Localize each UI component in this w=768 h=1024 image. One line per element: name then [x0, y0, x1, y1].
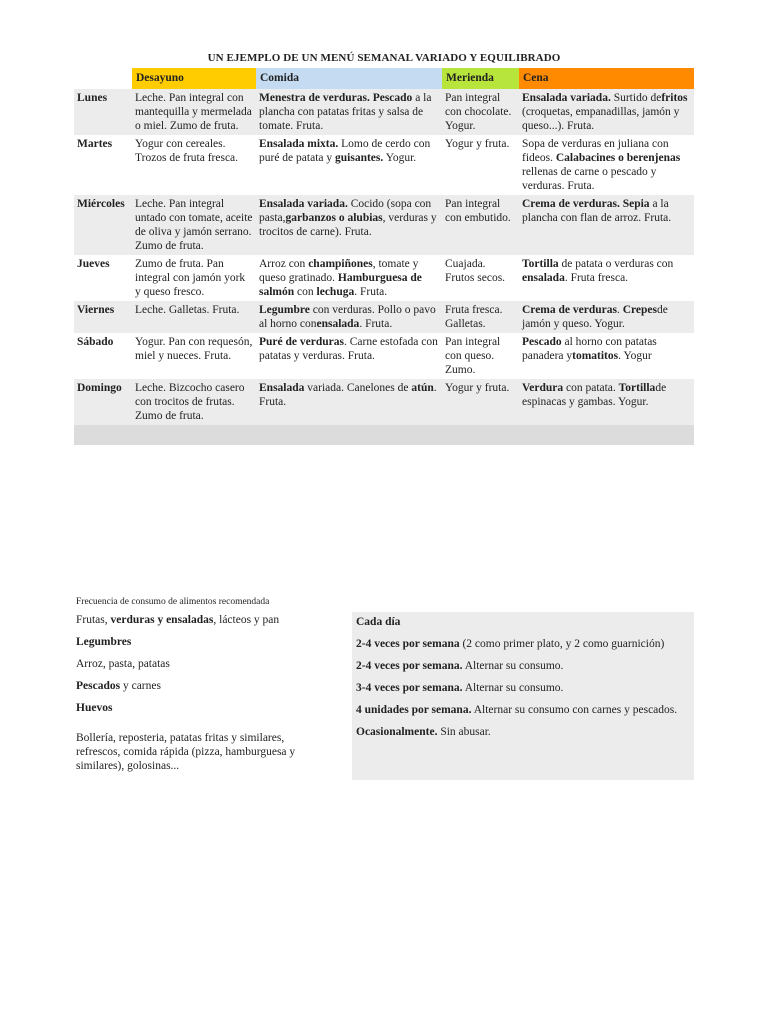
food-group-item: Frutas, verduras y ensaladas, lácteos y pan — [76, 614, 280, 626]
day-label: Viernes — [74, 301, 132, 333]
food-groups-list — [76, 613, 326, 781]
desayuno-cell: Leche. Galletas. Fruta. — [132, 301, 256, 333]
header-row — [74, 68, 694, 89]
desayuno-cell: Yogur con cereales. Trozos de fruta fresca. — [132, 135, 256, 195]
table-row-domingo — [74, 379, 694, 425]
day-label: Lunes — [74, 89, 132, 135]
merienda-cell: Pan integral con queso. Zumo. — [442, 333, 519, 379]
desayuno-cell: Zumo de fruta. Pan integral con jamón york y queso fresco. — [132, 255, 256, 301]
food-group-item: Bollería, reposteria, patatas fritas y similares, refrescos, comida rápida (pizza, hamburguesa y similares), golosinas... — [76, 732, 296, 772]
day-label: Jueves — [74, 255, 132, 301]
merienda-cell: Cuajada. Frutos secos. — [442, 255, 519, 301]
table-footer-row — [74, 425, 694, 445]
food-group-item: Legumbres — [76, 636, 132, 648]
header-comida: Comida — [256, 68, 442, 89]
table-row-jueves — [74, 255, 694, 301]
comida-cell: Legumbre con verduras. Pollo o pavo al horno conensalada. Fruta. — [256, 301, 442, 333]
food-group-item: Pescados y carnes — [76, 680, 161, 692]
food-group-item: Arroz, pasta, patatas — [76, 658, 170, 670]
day-label: Martes — [74, 135, 132, 195]
header-desayuno: Desayuno — [132, 68, 256, 89]
frequency-item: Ocasionalmente. Sin abusar. — [356, 726, 491, 738]
table-footer-band — [74, 425, 694, 445]
merienda-cell: Fruta fresca. Galletas. — [442, 301, 519, 333]
frequency-title: Frecuencia de consumo de alimentos recomendada — [76, 597, 270, 607]
desayuno-cell: Leche. Pan integral untado con tomate, aceite de oliva y jamón serrano. Zumo de fruta. — [132, 195, 256, 255]
merienda-cell: Pan integral con embutido. — [442, 195, 519, 255]
merienda-cell: Yogur y fruta. — [442, 379, 519, 425]
header-merienda: Merienda — [442, 68, 519, 89]
table-row-lunes — [74, 89, 694, 135]
weekly-menu-table — [74, 68, 694, 445]
table-row-sabado — [74, 333, 694, 379]
frequency-item: 4 unidades por semana. Alternar su consumo con carnes y pescados. — [356, 704, 678, 716]
desayuno-cell: Yogur. Pan con requesón, miel y nueces. Fruta. — [132, 333, 256, 379]
frequency-list — [352, 612, 694, 780]
cena-cell: Crema de verduras. Sepia a la plancha con flan de arroz. Fruta. — [519, 195, 694, 255]
day-label: Miércoles — [74, 195, 132, 255]
frequency-item: 3-4 veces por semana. Alternar su consumo. — [356, 682, 564, 694]
comida-cell: Arroz con champiñones, tomate y queso gratinado. Hamburguesa de salmón con lechuga. Fruta. — [256, 255, 442, 301]
header-cena: Cena — [519, 68, 694, 89]
cena-cell: Tortilla de patata o verduras con ensalada. Fruta fresca. — [519, 255, 694, 301]
merienda-cell: Yogur y fruta. — [442, 135, 519, 195]
desayuno-cell: Leche. Bizcocho casero con trocitos de frutas. Zumo de fruta. — [132, 379, 256, 425]
table-row-martes — [74, 135, 694, 195]
comida-cell: Puré de verduras. Carne estofada con patatas y verduras. Fruta. — [256, 333, 442, 379]
food-group-item: Huevos — [76, 702, 113, 714]
day-label: Sábado — [74, 333, 132, 379]
cena-cell: Pescado al horno con patatas panadera ytomatitos. Yogur — [519, 333, 694, 379]
comida-cell: Ensalada variada. Cocido (sopa con pasta,garbanzos o alubias, verduras y trocitos de carne). Fruta. — [256, 195, 442, 255]
comida-cell: Ensalada mixta. Lomo de cerdo con puré de patata y guisantes. Yogur. — [256, 135, 442, 195]
cena-cell: Ensalada variada. Surtido defritos (croquetas, empanadillas, jamón y queso...). Fruta. — [519, 89, 694, 135]
comida-cell: Ensalada variada. Canelones de atún. Fruta. — [256, 379, 442, 425]
merienda-cell: Pan integral con chocolate. Yogur. — [442, 89, 519, 135]
header-blank — [74, 68, 132, 89]
frequency-item: Cada día — [356, 616, 401, 628]
cena-cell: Verdura con patata. Tortillade espinacas y gambas. Yogur. — [519, 379, 694, 425]
day-label: Domingo — [74, 379, 132, 425]
table-row-viernes — [74, 301, 694, 333]
comida-cell: Menestra de verduras. Pescado a la plancha con patatas fritas y salsa de tomate. Fruta. — [256, 89, 442, 135]
desayuno-cell: Leche. Pan integral con mantequilla y mermelada o miel. Zumo de fruta. — [132, 89, 256, 135]
table-row-miercoles — [74, 195, 694, 255]
cena-cell: Crema de verduras. Crepesde jamón y queso. Yogur. — [519, 301, 694, 333]
cena-cell: Sopa de verduras en juliana con fideos. Calabacines o berenjenas rellenas de carne o pescado y verduras. Fruta. — [519, 135, 694, 195]
frequency-item: 2-4 veces por semana. Alternar su consumo. — [356, 660, 564, 672]
frequency-item: 2-4 veces por semana (2 como primer plato, y 2 como guarnición) — [356, 638, 665, 650]
page-title: UN EJEMPLO DE UN MENÚ SEMANAL VARIADO Y EQUILIBRADO — [207, 52, 561, 64]
